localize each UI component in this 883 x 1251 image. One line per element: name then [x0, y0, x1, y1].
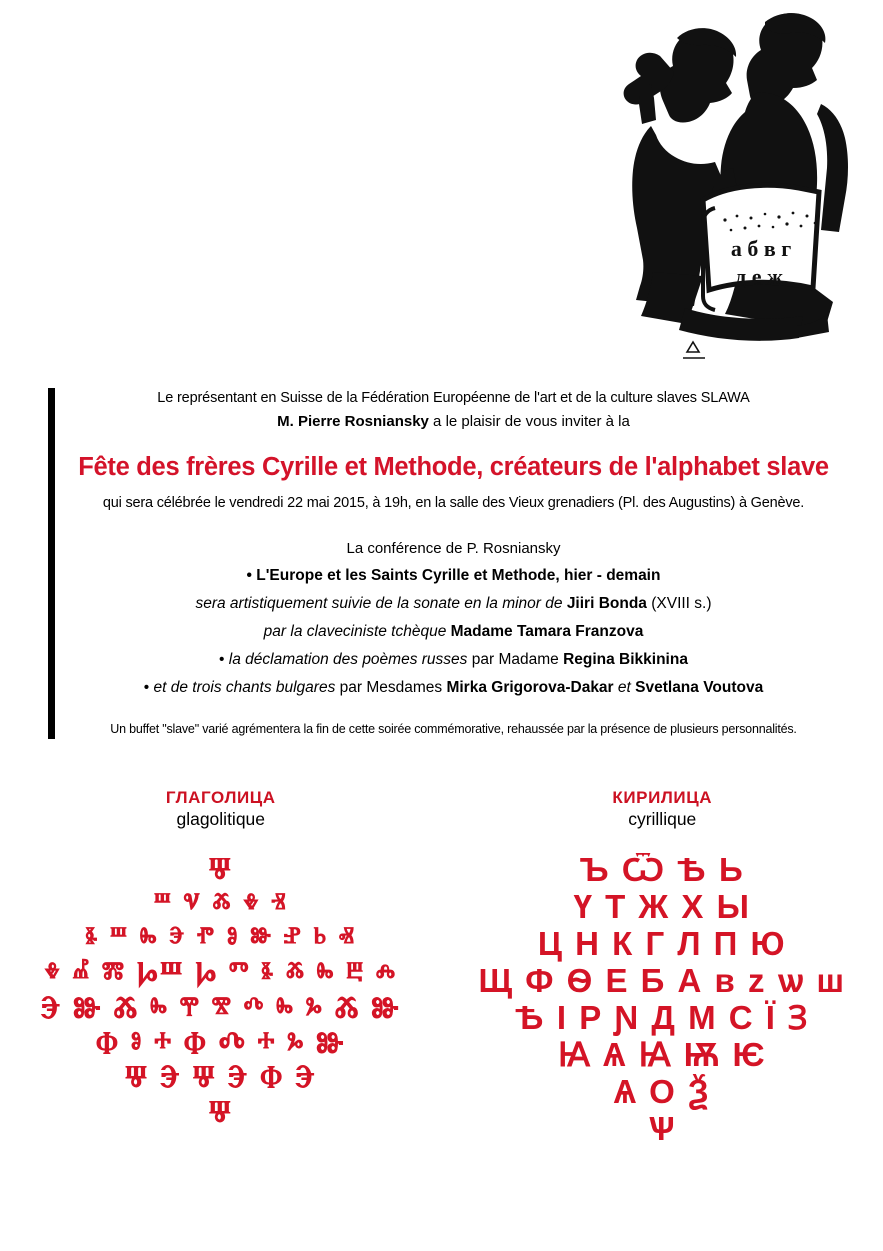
sonata-pre: sera artistiquement suivie de la sonate en la minor de [195, 594, 567, 612]
cyrillic-column [442, 788, 883, 1148]
alphabet-charts [0, 788, 883, 1148]
scroll-letters-line-2: д е ж [735, 264, 783, 289]
songs-bullet: • [143, 678, 154, 696]
sonata-line [69, 593, 838, 615]
sonata-composer: Jiiri Bonda [566, 594, 647, 612]
glagolitic-row: Ⱇ ⱁ ⰰ Ⱇ Ⰴ ⰰ ⰳ Ⱆ [95, 1024, 346, 1060]
invitation-host [69, 411, 838, 432]
glagolitic-row: Ⰵ Ⱆ Ⰶ ⰸ ⰹ ⰺ ⰴ ⰸ ⰳ Ⰶ Ⱆ [40, 989, 401, 1025]
glagolitic-letter-rows [0, 852, 442, 1130]
host-rest: a le plaisir de vous inviter à la [428, 412, 630, 430]
event-when: qui sera célébrée le vendredi 22 mai 2015, à 19h, en la salle des Vieux grenadiers (Pl. des Augustins) à Genève. [102, 495, 805, 512]
saints-illustration [565, 8, 865, 368]
songs-performer-1: Mirka Grigorova-Dakar [446, 678, 614, 696]
glagolitic-row: ⱎ ⱌ ⰶ ⰷ ⱐ [153, 885, 288, 921]
cyrillic-row: Ц Н К Г Л П Ю [537, 924, 787, 962]
songs-mid: par Mesdames [339, 678, 447, 696]
cyrillic-row: Ү Т Ж Х Ы [573, 887, 751, 925]
cyrillic-row: Щ Ф Ѳ Е Б А в z ѡ ш [478, 961, 847, 999]
invitation-intro: Le représentant en Suisse de la Fédération Européenne de l'art et de la culture slaves SLAWA [157, 390, 750, 406]
poems-line [69, 649, 838, 671]
songs-italic: et de trois chants bulgares [153, 678, 340, 696]
songs-performer-2: Svetlana Voutova [635, 678, 764, 696]
glagolitic-latin-label: glagolitique [176, 809, 266, 829]
harpsichord-name: Madame Tamara Franzova [450, 622, 644, 640]
harpsichord-pre: par la claveciniste tchèque [263, 622, 451, 640]
event-title: Fête des frères Cyrille et Methode, créateurs de l'alphabet slave [78, 452, 829, 481]
cyrillic-letter-rows [442, 852, 883, 1148]
songs-line [69, 677, 838, 699]
songs-and: et [613, 678, 636, 696]
poems-mid: par Madame [471, 650, 564, 668]
glagolitic-row: Ⱋ [208, 851, 234, 886]
buffet-note: Un buffet "slave" varié agrémentera la fin de cette soirée commémorative, rehaussée par la présence de plusieurs personnalités. [110, 721, 797, 736]
cyrillic-row: Ꙗ Ѧ Ꙗ Ѭ Ѥ [557, 1035, 767, 1073]
sonata-post: (XVIII s.) [646, 594, 712, 612]
glagolitic-row: ⰷ ⰼ ⰿ ⰘⰞ Ⱈ ⱅ ⱛ ⰶ ⰸ ⰱ ⰾ [44, 955, 398, 991]
host-name: M. Pierre Rosniansky [277, 412, 429, 430]
cyrillic-row: Ѱ [647, 1109, 677, 1147]
poems-bullet: • [219, 650, 229, 668]
cyrillic-row: Ъ Ѿ Ѣ Ь [579, 851, 745, 888]
cyrillic-native-label: КИРИЛИЦА [612, 788, 713, 807]
cyrillic-row: Ѣ І Р Ɲ Д М С Ї Ɜ [515, 998, 810, 1036]
cyrillic-row: Ѧ О Ѯ [613, 1072, 711, 1110]
invitation-block [48, 388, 838, 739]
poems-italic: la déclamation des poèmes russes [228, 650, 472, 668]
conference-label: La conférence de P. Rosniansky [346, 539, 561, 557]
conference-topic: • L'Europe et les Saints Cyrille et Methode, hier - demain [246, 566, 661, 584]
glagolitic-column [0, 788, 442, 1148]
glagolitic-row: Ⱋ [208, 1094, 234, 1130]
poems-performer: Regina Bikkinina [563, 650, 688, 668]
glagolitic-row: Ⱋ Ⰵ Ⱋ Ⰵ Ⱇ Ⰵ [124, 1059, 317, 1095]
harpsichordist-line [69, 621, 838, 643]
cyrillic-latin-label: cyrillique [628, 809, 697, 829]
scroll-letters-line-1: а б в г [730, 236, 792, 261]
glagolitic-native-label: ГЛАГОЛИЦА [165, 788, 276, 807]
glagolitic-row: ⱛ ⱎ ⰸ ⰵ ⱂ ⱁ ⱆ ⱀ ⱃ ⱏ [85, 920, 357, 956]
